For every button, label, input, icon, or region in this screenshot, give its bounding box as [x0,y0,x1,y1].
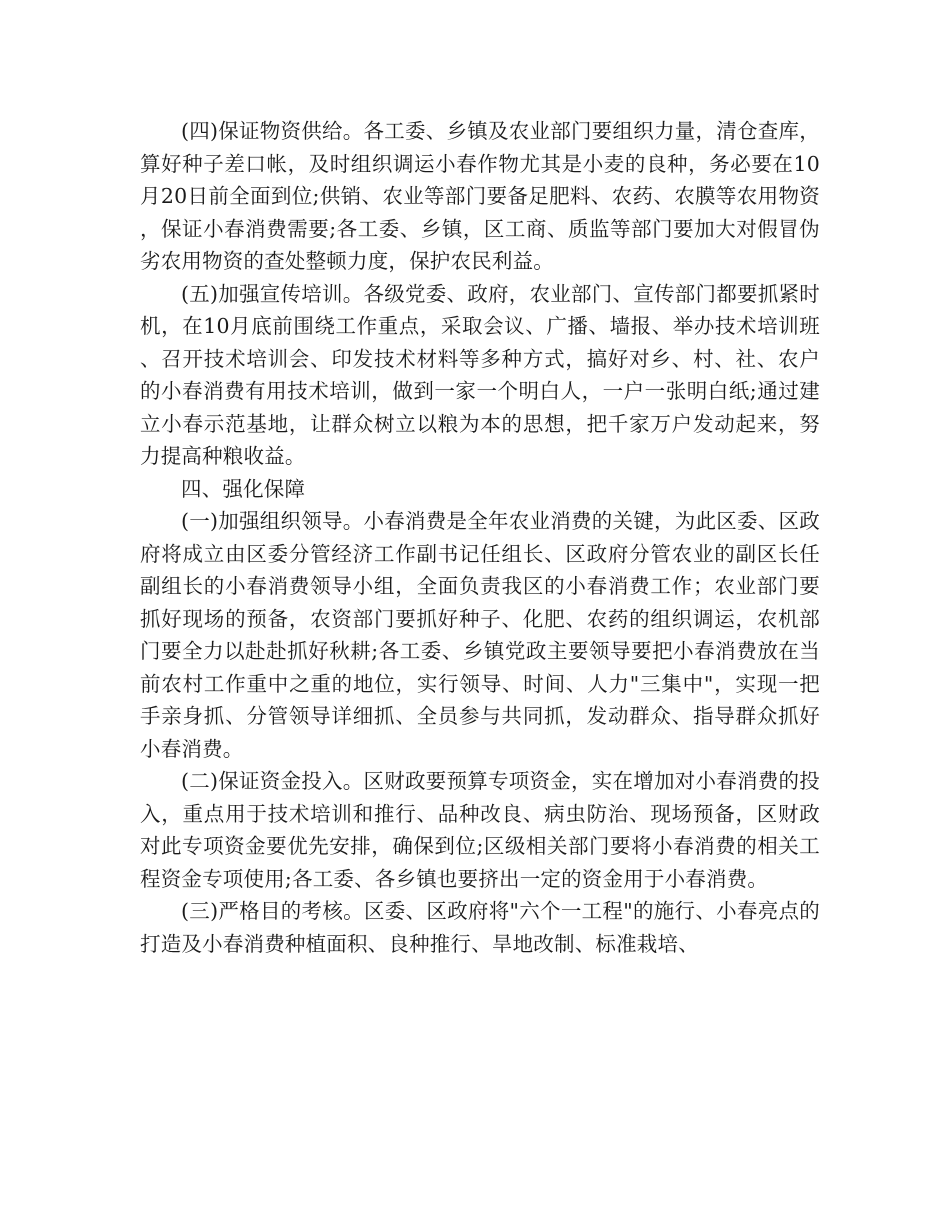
paragraph-target-assessment: (三)严格目的考核。区委、区政府将"六个一工程"的施行、小春亮点的打造及小春消费种植面积、良种推行、旱地改制、标准栽培、 [140,899,820,956]
paragraph-organization-leadership: (一)加强组织领导。小春消费是全年农业消费的关键，为此区委、区政府将成立由区委分管经济工作副书记任组长、区政府分管农业的副区长任副组长的小春消费领导小组，全面负责我区的小春消费工作；农业部门要抓好现场的预备，农资部门要抓好种子、化肥、农药的组织调运，农机部门要全力以赴赴抓好秋耕;各工委、乡镇党政主要领导要把小春消费放在当前农村工作重中之重的地位，实行领导、时间、人力"三集中"，实现一把手亲身抓、分管领导详细抓、全员参与共同抓，发动群众、指导群众抓好小春消费。 [140,509,820,761]
paragraph-material-supply: (四)保证物资供给。各工委、乡镇及农业部门要组织力量，清仓查库，算好种子差口帐，及时组织调运小春作物尤其是小麦的良种，务必要在10月20日前全面到位;供销、农业等部门要备足肥料、农药、农膜等农用物资，保证小春消费需要;各工委、乡镇，区工商、质监等部门要加大对假冒伪劣农用物资的查处整顿力度，保护农民利益。 [140,119,820,273]
document-body [140,115,820,960]
paragraph-publicity-training: (五)加强宣传培训。各级党委、政府，农业部门、宣传部门都要抓紧时机，在10月底前围绕工作重点，采取会议、广播、墙报、举办技术培训班、召开技术培训会、印发技术材料等多种方式，搞好对乡、村、社、农户的小春消费有用技术培训，做到一家一个明白人，一户一张明白纸;通过建立小春示范基地，让群众树立以粮为本的思想，把千家万户发动起来，努力提高种粮收益。 [140,281,820,468]
section-heading-strengthen-guarantee: 四、强化保障 [181,476,306,501]
paragraph-funding-input: (二)保证资金投入。区财政要预算专项资金，实在增加对小春消费的投入，重点用于技术培训和推行、品种改良、病虫防治、现场预备，区财政对此专项资金要优先安排，确保到位;区级相关部门要将小春消费的相关工程资金专项使用;各工委、各乡镇也要挤出一定的资金用于小春消费。 [140,769,820,891]
